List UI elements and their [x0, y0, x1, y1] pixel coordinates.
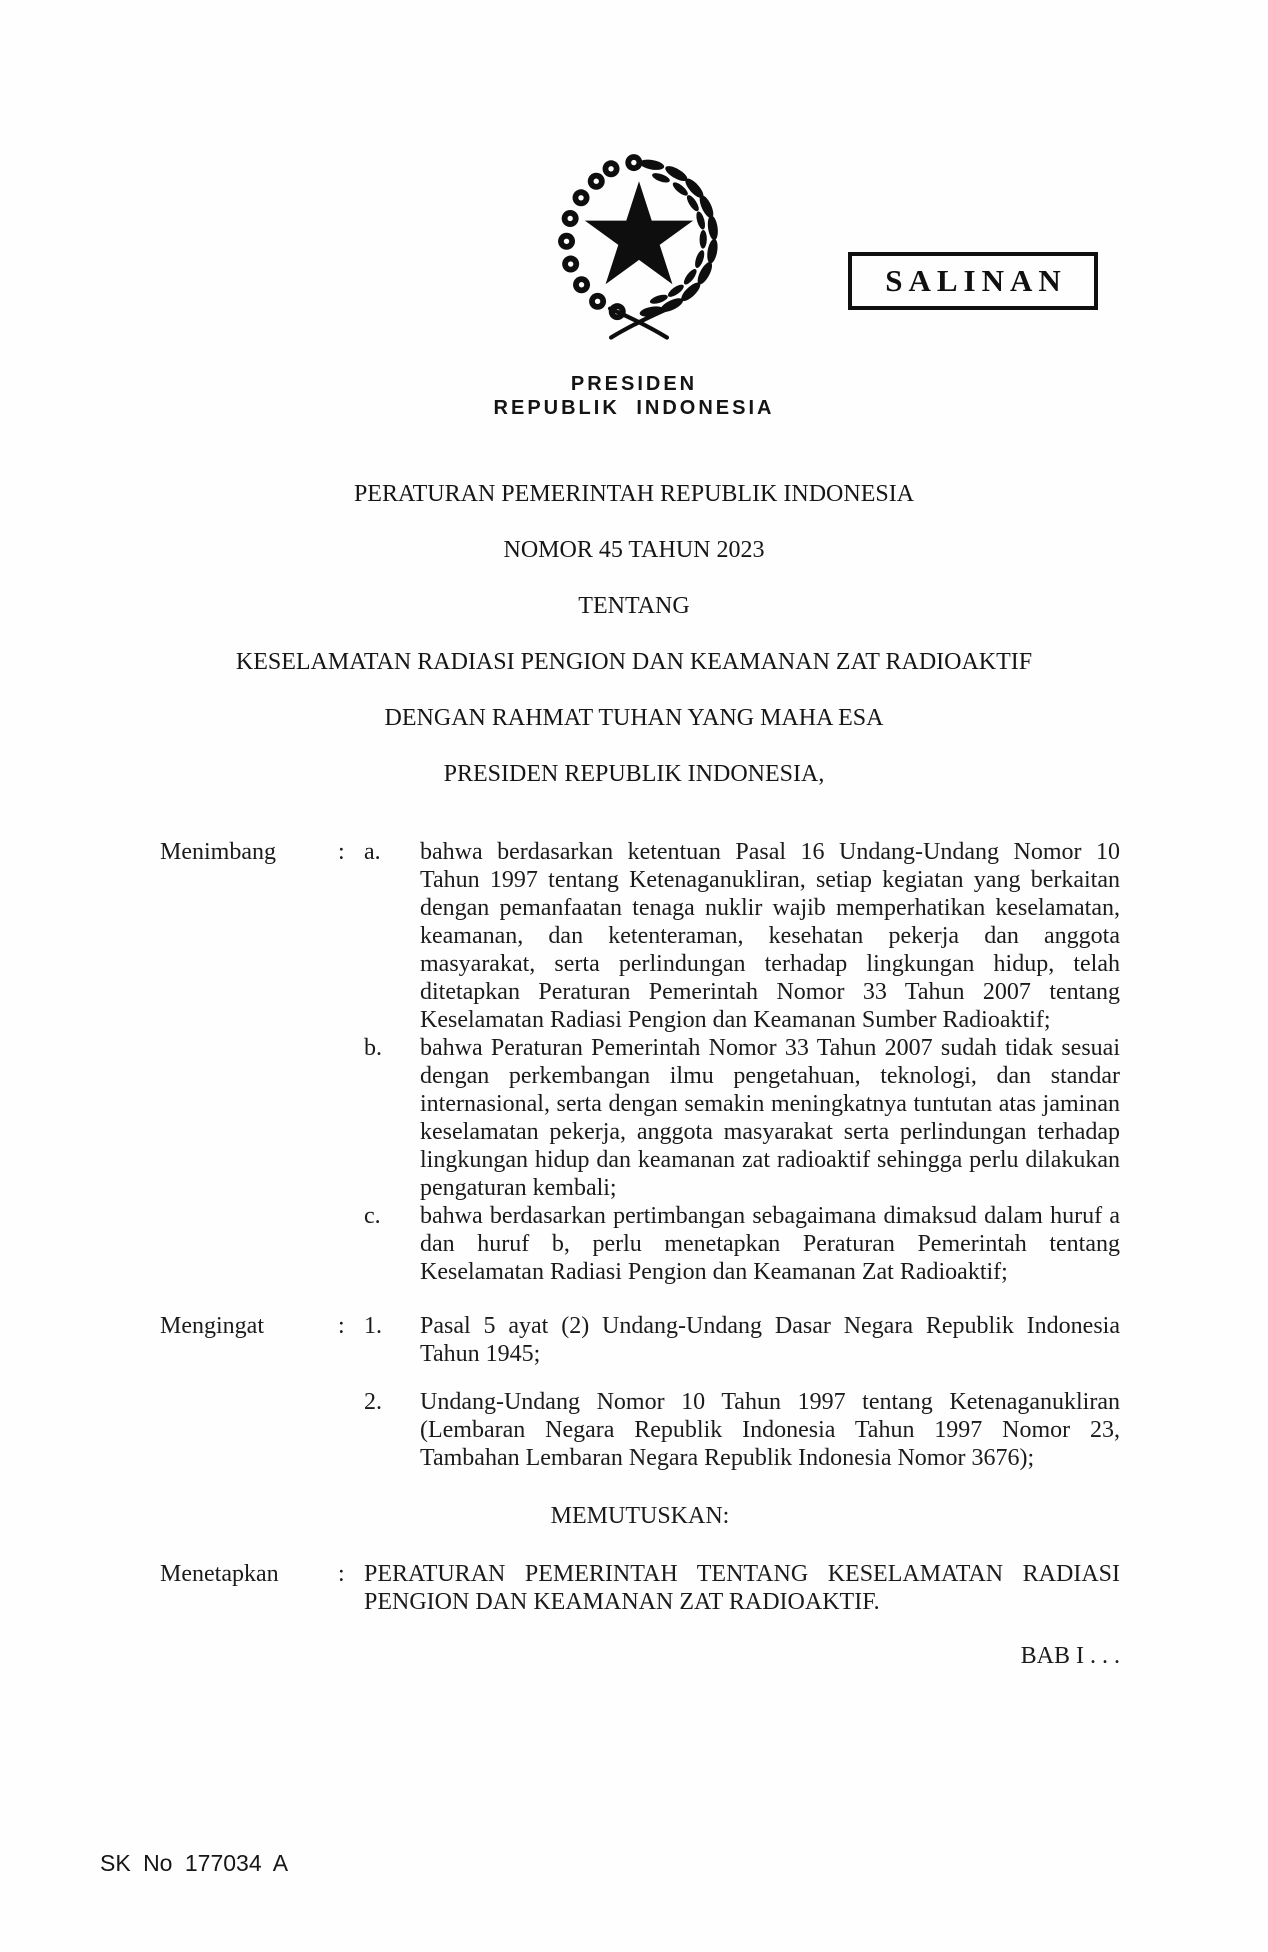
document-title — [0, 480, 1268, 816]
menetapkan-text: PERATURAN PEMERINTAH TENTANG KESELAMATAN RADIASI PENGION DAN KEAMANAN ZAT RADIOAKTIF. — [364, 1561, 1120, 1615]
mengingat-label: Mengingat — [160, 1313, 264, 1339]
star-icon — [585, 181, 693, 284]
title-line-tentang: TENTANG — [578, 593, 690, 619]
item-marker: 2. — [364, 1389, 382, 1415]
memutuskan-heading: MEMUTUSKAN: — [550, 1503, 730, 1529]
item-marker: b. — [364, 1035, 382, 1061]
sk-number: SK No 177034 A — [100, 1850, 289, 1876]
letterhead-republik-indonesia: REPUBLIK INDONESIA — [493, 397, 775, 419]
menetapkan-section — [160, 1560, 1120, 1616]
menimbang-colon: : — [338, 839, 345, 865]
title-line-subject: KESELAMATAN RADIASI PENGION DAN KEAMANAN ZAT RADIOAKTIF — [235, 649, 1033, 675]
menetapkan-colon: : — [338, 1561, 345, 1587]
item-text: Undang-Undang Nomor 10 Tahun 1997 tentang Ketenaganukliran (Lembaran Negara Republik Indonesia Tahun 1997 Nomor 23, Tambahan Lembaran Negara Republik Indonesia Nomor 3676); — [420, 1389, 1120, 1471]
salinan-stamp — [848, 252, 1098, 310]
mengingat-section — [160, 1312, 1120, 1472]
menetapkan-label: Menetapkan — [160, 1561, 279, 1587]
document-body — [160, 838, 1120, 1670]
letterhead — [0, 372, 1268, 420]
title-line-invocation: DENGAN RAHMAT TUHAN YANG MAHA ESA — [384, 705, 884, 731]
item-marker: a. — [364, 839, 381, 865]
mengingat-items — [364, 1312, 1120, 1472]
menimbang-label: Menimbang — [160, 839, 276, 865]
item-marker: c. — [364, 1203, 381, 1229]
mengingat-colon: : — [338, 1313, 345, 1339]
menimbang-item-a — [364, 838, 1120, 1034]
mengingat-item-1 — [364, 1312, 1120, 1368]
catchword-bab-i: BAB I . . . — [1020, 1643, 1120, 1669]
item-text: Pasal 5 ayat (2) Undang-Undang Dasar Negara Republik Indonesia Tahun 1945; — [420, 1313, 1120, 1367]
menimbang-items — [364, 838, 1120, 1286]
item-text: bahwa Peraturan Pemerintah Nomor 33 Tahun 2007 sudah tidak sesuai dengan perkembangan ilmu pengetahuan, teknologi, dan standar internasional, serta dengan semakin meningkatnya tuntutan atas jaminan keselamatan pekerja, anggota masyarakat serta perlindungan terhadap lingkungan hidup dan keamanan zat radioaktif sehingga perlu dilakukan pengaturan kembali; — [420, 1035, 1120, 1201]
salinan-stamp-label: SALINAN — [885, 263, 1067, 298]
crossed-stems-icon — [610, 309, 668, 338]
item-text: bahwa berdasarkan ketentuan Pasal 16 Undang-Undang Nomor 10 Tahun 1997 tentang Ketenaganukliran, setiap kegiatan yang berkaitan dengan pemanfaatan tenaga nuklir wajib memperhatikan keselamatan, keamanan, dan ketenteraman, kesehatan pekerja dan anggota masyarakat, serta perlindungan terhadap lingkungan hidup, telah ditetapkan Peraturan Pemerintah Nomor 33 Tahun 2007 tentang Keselamatan Radiasi Pengion dan Keamanan Sumber Radioaktif; — [420, 839, 1120, 1033]
menimbang-section — [160, 838, 1120, 1286]
mengingat-item-2 — [364, 1388, 1120, 1472]
item-text: bahwa berdasarkan pertimbangan sebagaimana dimaksud dalam huruf a dan huruf b, perlu menetapkan Peraturan Pemerintah tentang Keselamatan Radiasi Pengion dan Keamanan Zat Radioaktif; — [420, 1203, 1120, 1285]
menimbang-item-b — [364, 1034, 1120, 1202]
item-marker: 1. — [364, 1313, 382, 1339]
menimbang-item-c — [364, 1202, 1120, 1286]
title-line-number: NOMOR 45 TAHUN 2023 — [503, 537, 765, 563]
presidential-star-wreath-emblem — [551, 146, 727, 350]
title-line-president: PRESIDEN REPUBLIK INDONESIA, — [443, 761, 825, 787]
letterhead-presiden: PRESIDEN — [570, 373, 698, 395]
title-line-regulation: PERATURAN PEMERINTAH REPUBLIK INDONESIA — [353, 481, 915, 507]
